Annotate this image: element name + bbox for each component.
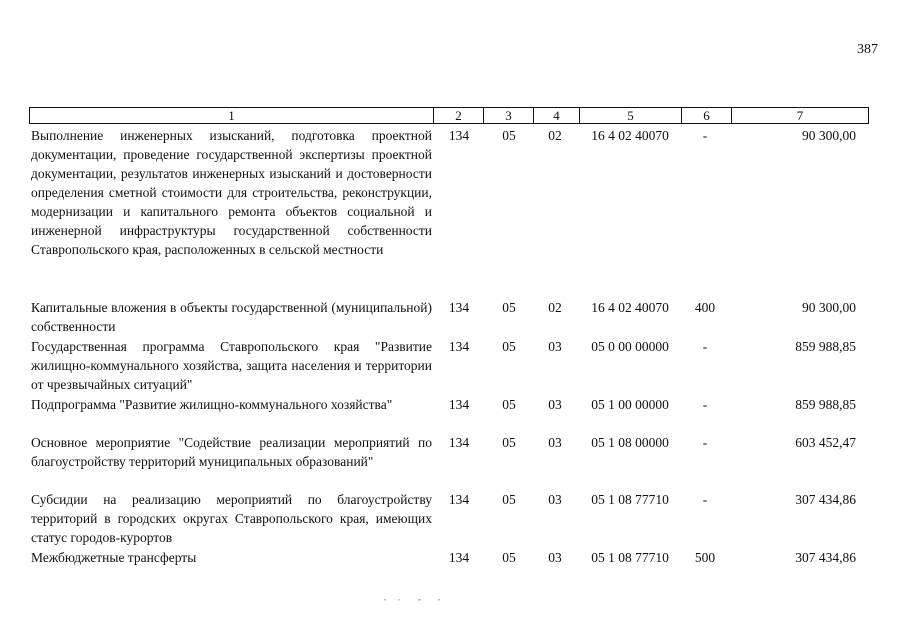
row-col-4: 03 [548, 397, 562, 412]
header-cell-2: 2 [433, 107, 483, 124]
header-cell-5: 5 [579, 107, 681, 124]
row-col-2: 134 [448, 128, 470, 143]
header-cell-7: 7 [731, 107, 869, 124]
row-col-5: 05 0 00 00000 [591, 339, 669, 354]
row-col-7: 90 300,00 [802, 128, 856, 143]
header-cell-4: 4 [533, 107, 579, 124]
row-col-6: - [702, 128, 708, 143]
row-name: Выполнение инженерных изысканий, подготовка проектной документации, проведение государственной экспертизы проектной документации, результатов инженерных изысканий и достоверности определения сметной стоимости для строительства, реконструкции, модернизации и капитального ремонта объектов социальной и инженерной инфраструктуры государственной собственности Ставропольского края, расположенных в сельской местности [31, 128, 432, 257]
header-cell-3: 3 [483, 107, 533, 124]
row-col-3: 05 [502, 492, 516, 507]
row-col-4: 03 [548, 550, 562, 565]
row-col-4: 02 [548, 128, 562, 143]
row-name: Основное мероприятие "Содействие реализации мероприятий по благоустройству территорий муниципальных образований" [31, 435, 432, 469]
row-col-2: 134 [448, 339, 470, 354]
row-col-3: 05 [502, 397, 516, 412]
row-col-7: 90 300,00 [802, 300, 856, 315]
row-col-3: 05 [502, 435, 516, 450]
row-col-3: 05 [502, 128, 516, 143]
page-number: 387 [857, 42, 878, 57]
row-col-3: 05 [502, 550, 516, 565]
row-col-5: 05 1 08 00000 [591, 435, 669, 450]
header-cell-1: 1 [29, 107, 433, 124]
row-col-7: 603 452,47 [795, 435, 856, 450]
row-col-7: 307 434,86 [795, 550, 856, 565]
row-col-4: 03 [548, 339, 562, 354]
row-col-3: 05 [502, 339, 516, 354]
row-col-5: 05 1 08 77710 [591, 492, 669, 507]
row-col-6: - [702, 397, 708, 412]
row-col-6: 400 [694, 300, 716, 315]
row-name: Подпрограмма "Развитие жилищно-коммунального хозяйства" [31, 397, 393, 412]
row-col-2: 134 [448, 300, 470, 315]
row-col-6: 500 [694, 550, 716, 565]
row-name: Субсидии на реализацию мероприятий по благоустройству территорий в городских округах Ставропольского края, имеющих статус городов-курортов [31, 492, 432, 545]
row-col-2: 134 [448, 492, 470, 507]
row-col-2: 134 [448, 550, 470, 565]
row-col-7: 859 988,85 [795, 339, 856, 354]
row-col-6: - [702, 492, 708, 507]
row-col-2: 134 [448, 435, 470, 450]
row-col-7: 307 434,86 [795, 492, 856, 507]
row-col-7: 859 988,85 [795, 397, 856, 412]
row-col-4: 03 [548, 435, 562, 450]
row-col-5: 05 1 00 00000 [591, 397, 669, 412]
row-col-5: 16 4 02 40070 [591, 300, 669, 315]
header-cell-6: 6 [681, 107, 731, 124]
row-col-5: 16 4 02 40070 [591, 128, 669, 143]
row-col-2: 134 [448, 397, 470, 412]
table-header-row [29, 107, 869, 125]
row-col-6: - [702, 339, 708, 354]
scan-speck-marks [384, 598, 444, 602]
row-name: Государственная программа Ставропольского края "Развитие жилищно-коммунального хозяйства, защита населения и территории от чрезвычайных ситуаций" [31, 339, 432, 392]
row-col-4: 02 [548, 300, 562, 315]
row-name: Капитальные вложения в объекты государственной (муниципальной) собственности [31, 300, 432, 334]
row-col-4: 03 [548, 492, 562, 507]
row-col-5: 05 1 08 77710 [591, 550, 669, 565]
row-col-3: 05 [502, 300, 516, 315]
row-name: Межбюджетные трансферты [31, 550, 197, 565]
row-col-6: - [702, 435, 708, 450]
